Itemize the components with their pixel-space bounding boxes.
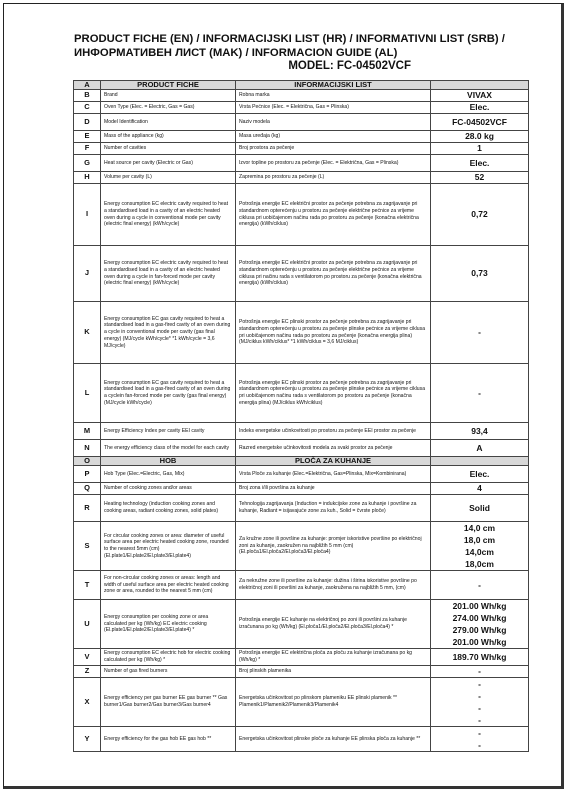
english-label: Volume per cavity (L): [101, 172, 236, 184]
croatian-label: Vrsta Ploče za kuhanje (Elec.=Električna, Gas=Plinska, Mix=Kombinirana): [236, 466, 431, 483]
english-label: Energy Efficiency Index per cavity EEI cavity: [101, 423, 236, 440]
english-label: Heating technology (induction cooking zones and cooking areas, radiant cooking zones, solid plates): [101, 495, 236, 522]
english-label: Number of cavities: [101, 143, 236, 155]
english-label: For non-circular cooking zones or areas: length and width of useful surface area per electric heated cooking zone or area, rounded to the nearest 5 mm (cm): [101, 571, 236, 600]
english-label: Energy consumption EC electric hob for electric cooking calculated per kg (Wh/kg) *: [101, 649, 236, 666]
croatian-label: Izvor topline po prostoru za pečenje (Elec. = Električna, Gas = Plinska): [236, 155, 431, 172]
fiche-row-a: [74, 81, 529, 90]
value-cell: 0,73: [431, 246, 529, 302]
croatian-label: Potrošnja energije EC električni prostor za pečenje potrebna za zagrijavanje pri standardnom opterećenju u prostoru za pečenje električne pećnice za vrijeme ciklusa pri načinu rada s ventilatorom po prostoru za pečenje (konačna električna energija) (kWh/ciklus): [236, 246, 431, 302]
value-cell: Solid: [431, 495, 529, 522]
fiche-row-m: [74, 423, 529, 440]
value-cell: [431, 522, 529, 571]
value-cell: 189.70 Wh/kg: [431, 649, 529, 666]
value-cell: -: [431, 364, 529, 423]
row-letter: B: [74, 90, 101, 102]
row-letter: S: [74, 522, 101, 571]
croatian-label: Broj zona i/ili površina za kuhanje: [236, 483, 431, 495]
value-cell: -: [431, 571, 529, 600]
row-letter: M: [74, 423, 101, 440]
value-line: 201.00 Wh/kg: [452, 601, 507, 611]
english-label: Energy consumption EC gas cavity required to heat a standardised load in a gas-fired cavity of an oven during a cyclein fan-forced mode per cavity (gas final energy) (MJ/cycle kWh/cycle): [101, 364, 236, 423]
english-label: HOB: [101, 457, 236, 466]
english-label: Energy consumption EC electric cavity required to heat a standardised load in a cavity of an electric heated oven during a cycle in fan-forced mode per cavity (electric final energy) (kWh/cycle): [101, 246, 236, 302]
fiche-row-g: [74, 155, 529, 172]
document-title: PRODUCT FICHE (EN) / INFORMACIJSKI LIST (HR) / INFORMATIVNI LIST (SRB) / ИНФОРМАТИВЕН ЛИСТ (MAK) / INFORMACION GUIDE (AL): [74, 33, 505, 59]
croatian-label: PLOČA ZA KUHANJE: [236, 457, 431, 466]
fiche-row-s: [74, 522, 529, 571]
value-line: -: [478, 703, 481, 713]
value-cell: VIVAX: [431, 90, 529, 102]
value-line: -: [478, 715, 481, 725]
croatian-label: Masa uređaja (kg): [236, 131, 431, 143]
value-line: -: [478, 740, 481, 750]
value-cell: [431, 678, 529, 727]
croatian-label: Za nekružne zone ili površine za kuhanje: dužina i širina iskoristive površine po električnoj zoni ili površini za kuhanje, zaokružena na najbližih 5 mm, (cm): [236, 571, 431, 600]
croatian-label: Robna marka: [236, 90, 431, 102]
value-cell: Elec.: [431, 466, 529, 483]
fiche-row-r: [74, 495, 529, 522]
value-line: 18,0cm: [465, 559, 494, 569]
fiche-row-y: [74, 727, 529, 752]
english-label: Number of cooking zones and/or areas: [101, 483, 236, 495]
value-line: 201.00 Wh/kg: [452, 637, 507, 647]
row-letter: R: [74, 495, 101, 522]
row-letter: Z: [74, 666, 101, 678]
english-label: Oven Type (Elec. = Electric, Gas = Gas): [101, 102, 236, 114]
croatian-label: Broj plinskih plamenika: [236, 666, 431, 678]
fiche-row-t: [74, 571, 529, 600]
croatian-label: Vrsta Pećnice (Elec. = Električna, Gas = Plinska): [236, 102, 431, 114]
croatian-label: Energetska učinkovitost po plinskom plameniku EE plinski plamenik ** Plamenik1/Plamenik2/Plamenik3/Plamenik4: [236, 678, 431, 727]
value-cell: Elec.: [431, 155, 529, 172]
fiche-row-z: [74, 666, 529, 678]
value-cell: 0,72: [431, 184, 529, 246]
fiche-row-p: [74, 466, 529, 483]
fiche-row-j: [74, 246, 529, 302]
row-letter: T: [74, 571, 101, 600]
row-letter: Y: [74, 727, 101, 752]
row-letter: I: [74, 184, 101, 246]
fiche-row-u: [74, 600, 529, 649]
row-letter: A: [74, 81, 101, 90]
english-label: The energy efficiency class of the model for each cavity: [101, 440, 236, 457]
croatian-label: Zapremina po prostoru za pečenje (L): [236, 172, 431, 184]
row-letter: C: [74, 102, 101, 114]
value-line: 18,0 cm: [463, 535, 496, 545]
english-label: Energy consumption per cooking zone or area calculated per kg (Wh/kg) EC electric cooking (El.plate1/El.plate2/El.plate3/El.plate4) *: [101, 600, 236, 649]
english-label: Mass of the appliance (kg): [101, 131, 236, 143]
english-label: Number of gas fired burners: [101, 666, 236, 678]
fiche-row-l: [74, 364, 529, 423]
value-cell: 1: [431, 143, 529, 155]
value-cell: Elec.: [431, 102, 529, 114]
model-label: MODEL: FC-04502VCF: [288, 60, 411, 72]
fiche-row-n: [74, 440, 529, 457]
value-cell: -: [431, 302, 529, 364]
english-label: Energy efficiency for the gas hob EE gas hob **: [101, 727, 236, 752]
value-cell: FC-04502VCF: [431, 114, 529, 131]
row-letter: L: [74, 364, 101, 423]
value-line: 14,0 cm: [463, 523, 496, 533]
value-cell: A: [431, 440, 529, 457]
value-cell: 28.0 kg: [431, 131, 529, 143]
row-letter: H: [74, 172, 101, 184]
row-letter: O: [74, 457, 101, 466]
croatian-label: Broj prostora za pečenje: [236, 143, 431, 155]
fiche-row-f: [74, 143, 529, 155]
croatian-label: Za kružne zone ili površine za kuhanje: promjer iskoristive površine po električnoj zoni za kuhanje, zaokružen na najbližih 5 mm (cm) (El.ploča1/El.ploča2/El.ploča3/El.ploča4): [236, 522, 431, 571]
row-letter: E: [74, 131, 101, 143]
croatian-label: Razred energetske učinkovitosti modela za svaki prostor za pečenje: [236, 440, 431, 457]
row-letter: K: [74, 302, 101, 364]
fiche-row-q: [74, 483, 529, 495]
value-cell: 4: [431, 483, 529, 495]
croatian-label: Potrošnja energije EC plinski prostor za pečenje potrebna za zagrijavanje pri standardnom opterećenju u prostoru za pečenje plinske pećnice za vrijeme ciklusa pri uobičajenom načinu rada po prostoru za pečenje (konačna energija plina) (MJ/ciklus kWh/ciklus* *1 kWh/ciklus = 3,6 MJ/ciklus): [236, 302, 431, 364]
croatian-label: INFORMACIJSKI LIST: [236, 81, 431, 90]
english-label: PRODUCT FICHE: [101, 81, 236, 90]
row-letter: X: [74, 678, 101, 727]
english-label: For circular cooking zones or area: diameter of useful surface area per electric heated cooking zone, rounded to the nearest 5mm (cm) (El.plate1/El.plate2/El.plate3/El.plate4): [101, 522, 236, 571]
english-label: Energy consumption EC electric cavity required to heat a standardised load in a cavity of an electric heated oven during a cycle in conventional mode per cavity (electric final energy) (kWh/cycle): [101, 184, 236, 246]
row-letter: P: [74, 466, 101, 483]
croatian-label: Indeks energetske učinkovitosti po prostoru za pečenje EEI prostor za pečenje: [236, 423, 431, 440]
fiche-row-v: [74, 649, 529, 666]
croatian-label: Energetska učinkovitost plinske ploče za kuhanje EE plinska ploča za kuhanje **: [236, 727, 431, 752]
value-line: -: [478, 679, 481, 689]
row-letter: D: [74, 114, 101, 131]
value-cell: [431, 600, 529, 649]
value-cell: 52: [431, 172, 529, 184]
fiche-row-c: [74, 102, 529, 114]
row-letter: N: [74, 440, 101, 457]
row-letter: G: [74, 155, 101, 172]
croatian-label: Tehnologija zagrijavanja (Induction = indukcijske zone za kuhanje i površine za kuhanje, Radiant = isijavajuće zone za kuh., Solid = čvrste ploče): [236, 495, 431, 522]
value-line: -: [478, 691, 481, 701]
value-cell: -: [431, 666, 529, 678]
croatian-label: Naziv modela: [236, 114, 431, 131]
english-label: Model Identification: [101, 114, 236, 131]
value-line: 279.00 Wh/kg: [452, 625, 507, 635]
english-label: Heat source per cavity (Electric or Gas): [101, 155, 236, 172]
value-cell: 93,4: [431, 423, 529, 440]
row-letter: Q: [74, 483, 101, 495]
row-letter: F: [74, 143, 101, 155]
fiche-row-d: [74, 114, 529, 131]
croatian-label: Potrošnja energije EC plinski prostor za pečenje potrebna za zagrijavanje pri standardnom opterećenju u prostoru za pečenje plinske pećnice za vrijeme ciklusa pri uobičajenom načinu rada s ventilatorom po prostoru za pečenje (konačna energija plina) (MJ/ciklus kWh/ciklus): [236, 364, 431, 423]
fiche-row-i: [74, 184, 529, 246]
fiche-row-e: [74, 131, 529, 143]
value-line: -: [478, 728, 481, 738]
fiche-row-o: [74, 457, 529, 466]
product-fiche-table: [73, 80, 529, 752]
croatian-label: Potrošnja energije EC kuhanje na električnoj po zoni ili površini za kuhanje izračunana po kg (Wh/kg) (El.ploča1/El.ploča2/El.ploča3/El.ploča4) *: [236, 600, 431, 649]
value-line: 14,0cm: [465, 547, 494, 557]
row-letter: J: [74, 246, 101, 302]
value-line: 274.00 Wh/kg: [452, 613, 507, 623]
row-letter: V: [74, 649, 101, 666]
croatian-label: Potrošnja energije EC električni prostor za pečenje potrebna za zagrijavanje pri standardnom opterećenju u prostoru za pečenje električne pećnice za vrijeme ciklusa pri uobičajenom načinu rada po prostoru za pečenje (konačna električna energija) (kWh/ciklus): [236, 184, 431, 246]
english-label: Brand: [101, 90, 236, 102]
fiche-row-h: [74, 172, 529, 184]
fiche-row-k: [74, 302, 529, 364]
fiche-row-x: [74, 678, 529, 727]
fiche-row-b: [74, 90, 529, 102]
english-label: Energy efficiency per gas burner EE gas burner ** Gas burner1/Gas burner2/Gas burner3/Gas burner4: [101, 678, 236, 727]
row-letter: U: [74, 600, 101, 649]
value-cell: [431, 81, 529, 90]
value-cell: [431, 457, 529, 466]
value-cell: [431, 727, 529, 752]
english-label: Hob Type (Elec.=Electric, Gas, Mix): [101, 466, 236, 483]
english-label: Energy consumption EC gas cavity required to heat a standardised load in a gas-fired cavity of an oven during a cycle in conventional mode per cavity (gas final energy) (MJ/cycle kWh/cycle* *1 kWh/cycle = 3,6 MJ/cycle): [101, 302, 236, 364]
croatian-label: Potrošnja energije EC električna ploča za ploču za kuhanje izračunana po kg (Wh/kg) *: [236, 649, 431, 666]
